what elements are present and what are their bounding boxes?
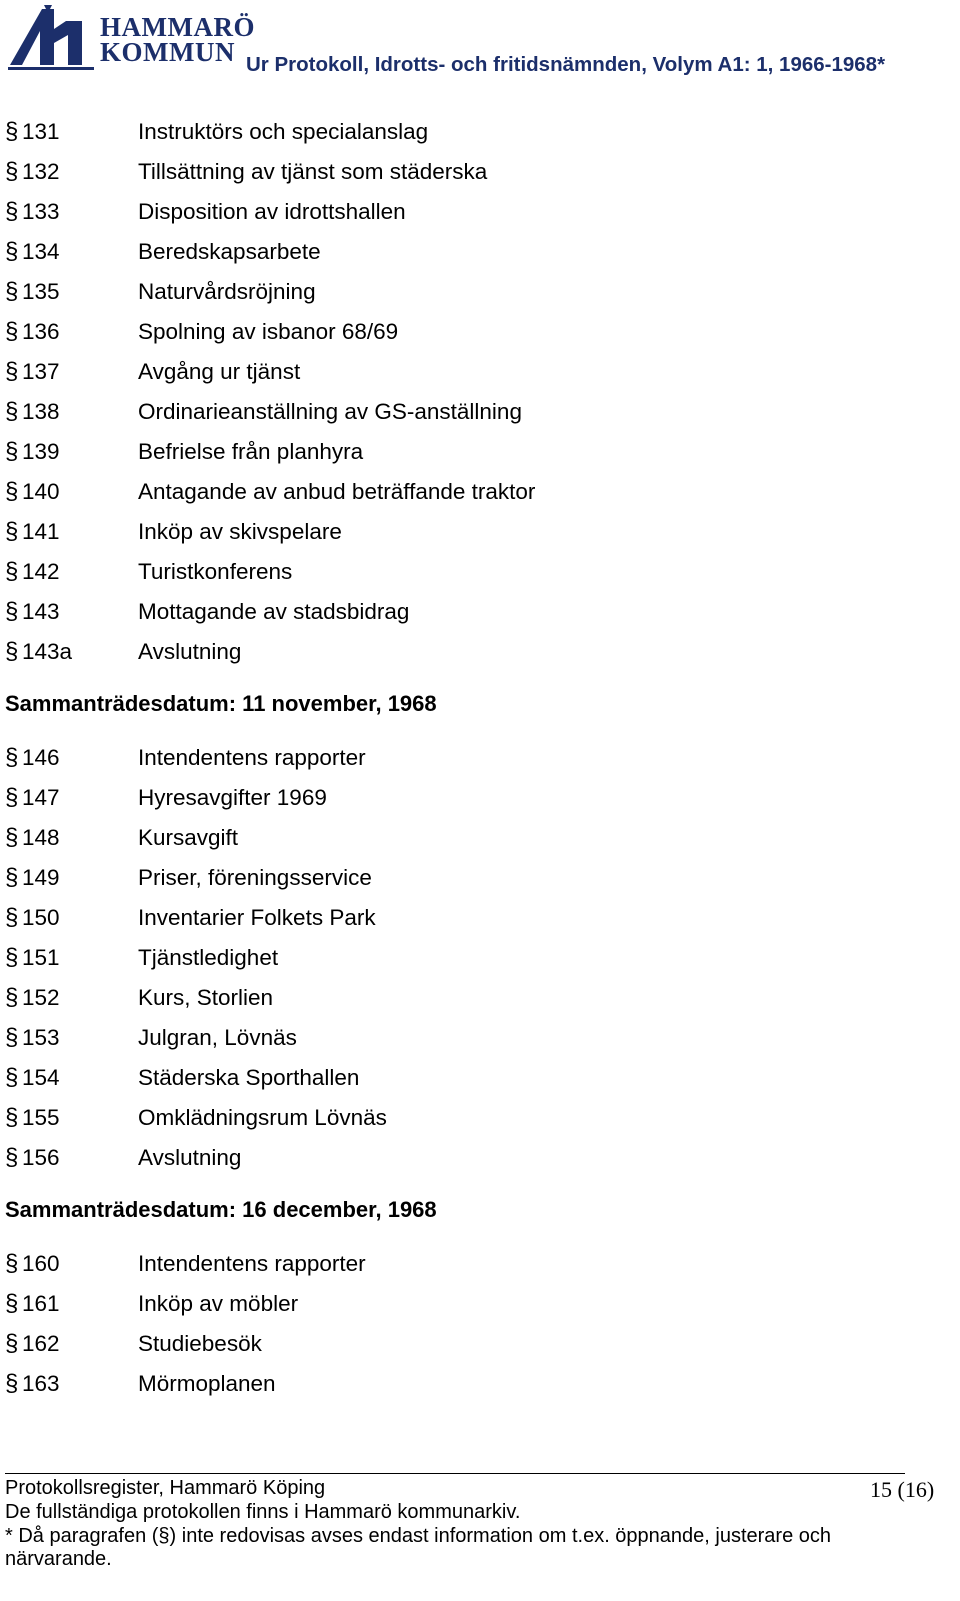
paragraph-number: 142: [22, 559, 60, 584]
register-entry: [5, 1098, 945, 1138]
paragraph-number: 138: [22, 399, 60, 424]
paragraph-title: Mottagande av stadsbidrag: [138, 599, 410, 624]
paragraph-number: 153: [22, 1025, 60, 1050]
register-entry: [5, 898, 945, 938]
paragraph-symbol: §: [5, 1250, 19, 1277]
footer-divider: [5, 1473, 905, 1474]
paragraph-title: Avslutning: [138, 639, 242, 664]
paragraph-number: 151: [22, 945, 60, 970]
register-entry: [5, 432, 945, 472]
paragraph-title: Beredskapsarbete: [138, 239, 321, 264]
register-entry: [5, 632, 945, 672]
register-entry: [5, 272, 945, 312]
footer-register-title: Protokollsregister, Hammarö Köping: [5, 1477, 326, 1499]
paragraph-number: 143: [22, 599, 60, 624]
paragraph-symbol: §: [5, 558, 19, 585]
register-entry: [5, 352, 945, 392]
paragraph-symbol: §: [5, 318, 19, 345]
register-section: [5, 112, 945, 672]
register-entry: [5, 312, 945, 352]
logo-line-1: HAMMARÖ: [100, 12, 255, 42]
paragraph-symbol: §: [5, 1330, 19, 1357]
paragraph-number: 150: [22, 905, 60, 930]
paragraph-title: Studiebesök: [138, 1331, 262, 1356]
paragraph-symbol: §: [5, 1064, 19, 1091]
register-entry: [5, 552, 945, 592]
paragraph-number: 143a: [22, 639, 73, 664]
paragraph-symbol: §: [5, 944, 19, 971]
register-entry: [5, 738, 945, 778]
paragraph-title: Priser, föreningsservice: [138, 865, 372, 890]
register-entry: [5, 858, 945, 898]
paragraph-symbol: §: [5, 358, 19, 385]
paragraph-title: Intendentens rapporter: [138, 1251, 366, 1276]
paragraph-title: Städerska Sporthallen: [138, 1065, 360, 1090]
register-entry: [5, 192, 945, 232]
paragraph-title: Avgång ur tjänst: [138, 359, 301, 384]
paragraph-title: Kurs, Storlien: [138, 985, 274, 1010]
paragraph-number: 147: [22, 785, 60, 810]
paragraph-number: 140: [22, 479, 60, 504]
paragraph-number: 134: [22, 239, 60, 264]
paragraph-symbol: §: [5, 904, 19, 931]
meeting-date-heading: Sammanträdesdatum: 11 november, 1968: [5, 691, 437, 716]
paragraph-number: 137: [22, 359, 60, 384]
paragraph-title: Antagande av anbud beträffande traktor: [138, 479, 536, 504]
hammaro-logo-icon: [8, 5, 98, 71]
paragraph-title: Intendentens rapporter: [138, 745, 366, 770]
paragraph-number: 131: [22, 119, 60, 144]
protocol-register: [5, 112, 945, 1404]
footer-footnote: * Då paragrafen (§) inte redovisas avses endast information om t.ex. öppnande, justerare och: [5, 1525, 832, 1547]
register-entry: [5, 1244, 945, 1284]
paragraph-number: 133: [22, 199, 60, 224]
register-entry: [5, 1284, 945, 1324]
paragraph-number: 154: [22, 1065, 60, 1090]
paragraph-symbol: §: [5, 158, 19, 185]
register-entry: [5, 232, 945, 272]
paragraph-symbol: §: [5, 984, 19, 1011]
register-entry: [5, 512, 945, 552]
paragraph-symbol: §: [5, 118, 19, 145]
paragraph-title: Spolning av isbanor 68/69: [138, 319, 399, 344]
register-entry: [5, 818, 945, 858]
register-entry: [5, 1138, 945, 1178]
register-entry: [5, 1058, 945, 1098]
page-number: 15 (16): [870, 1477, 935, 1502]
paragraph-symbol: §: [5, 438, 19, 465]
paragraph-symbol: §: [5, 478, 19, 505]
paragraph-symbol: §: [5, 1370, 19, 1397]
paragraph-symbol: §: [5, 638, 19, 665]
paragraph-number: 152: [22, 985, 60, 1010]
register-entry: [5, 778, 945, 818]
register-entry: [5, 1364, 945, 1404]
paragraph-number: 136: [22, 319, 60, 344]
paragraph-symbol: §: [5, 518, 19, 545]
paragraph-title: Tjänstledighet: [138, 945, 279, 970]
paragraph-title: Kursavgift: [138, 825, 239, 850]
paragraph-title: Turistkonferens: [138, 559, 293, 584]
paragraph-number: 149: [22, 865, 60, 890]
paragraph-symbol: §: [5, 864, 19, 891]
footer-archive-note: De fullständiga protokollen finns i Hammarö kommunarkiv.: [5, 1501, 521, 1523]
footer-footnote-cont: närvarande.: [5, 1548, 112, 1570]
paragraph-title: Mörmoplanen: [138, 1371, 276, 1396]
logo-line-2: KOMMUN: [100, 37, 235, 67]
paragraph-number: 162: [22, 1331, 60, 1356]
paragraph-title: Tillsättning av tjänst som städerska: [138, 159, 488, 184]
paragraph-number: 141: [22, 519, 60, 544]
paragraph-number: 139: [22, 439, 60, 464]
paragraph-symbol: §: [5, 598, 19, 625]
paragraph-symbol: §: [5, 784, 19, 811]
register-entry: [5, 978, 945, 1018]
paragraph-symbol: §: [5, 824, 19, 851]
register-entry: [5, 1018, 945, 1058]
register-section: [5, 684, 945, 1178]
paragraph-number: 163: [22, 1371, 60, 1396]
paragraph-title: Ordinarieanställning av GS-anställning: [138, 399, 522, 424]
paragraph-number: 161: [22, 1291, 60, 1316]
paragraph-number: 132: [22, 159, 60, 184]
paragraph-title: Disposition av idrottshallen: [138, 199, 406, 224]
paragraph-symbol: §: [5, 1024, 19, 1051]
paragraph-symbol: §: [5, 744, 19, 771]
logo-wordmark: [100, 12, 255, 67]
register-entry: [5, 152, 945, 192]
paragraph-title: Naturvårdsröjning: [138, 279, 316, 304]
paragraph-symbol: §: [5, 1104, 19, 1131]
paragraph-number: 160: [22, 1251, 60, 1276]
paragraph-title: Befrielse från planhyra: [138, 439, 364, 464]
paragraph-symbol: §: [5, 278, 19, 305]
page-header: [0, 0, 960, 90]
paragraph-title: Hyresavgifter 1969: [138, 785, 327, 810]
paragraph-title: Omklädningsrum Lövnäs: [138, 1105, 387, 1130]
paragraph-title: Inventarier Folkets Park: [138, 905, 376, 930]
paragraph-symbol: §: [5, 1290, 19, 1317]
paragraph-number: 146: [22, 745, 60, 770]
paragraph-title: Inköp av skivspelare: [138, 519, 342, 544]
paragraph-title: Instruktörs och specialanslag: [138, 119, 429, 144]
meeting-date-heading: Sammanträdesdatum: 16 december, 1968: [5, 1197, 437, 1222]
register-section: [5, 1190, 945, 1404]
paragraph-number: 148: [22, 825, 60, 850]
paragraph-symbol: §: [5, 398, 19, 425]
paragraph-number: 155: [22, 1105, 60, 1130]
register-entry: [5, 472, 945, 512]
paragraph-symbol: §: [5, 198, 19, 225]
paragraph-number: 135: [22, 279, 60, 304]
paragraph-symbol: §: [5, 1144, 19, 1171]
paragraph-title: Avslutning: [138, 1145, 242, 1170]
register-entry: [5, 592, 945, 632]
paragraph-title: Inköp av möbler: [138, 1291, 299, 1316]
register-entry: [5, 392, 945, 432]
paragraph-symbol: §: [5, 238, 19, 265]
register-entry: [5, 938, 945, 978]
document-title: Ur Protokoll, Idrotts- och fritidsnämnden, Volym A1: 1, 1966-1968*: [246, 53, 886, 76]
paragraph-number: 156: [22, 1145, 60, 1170]
municipality-logo: [8, 5, 255, 73]
register-entry: [5, 112, 945, 152]
register-entry: [5, 1324, 945, 1364]
paragraph-title: Julgran, Lövnäs: [138, 1025, 297, 1050]
